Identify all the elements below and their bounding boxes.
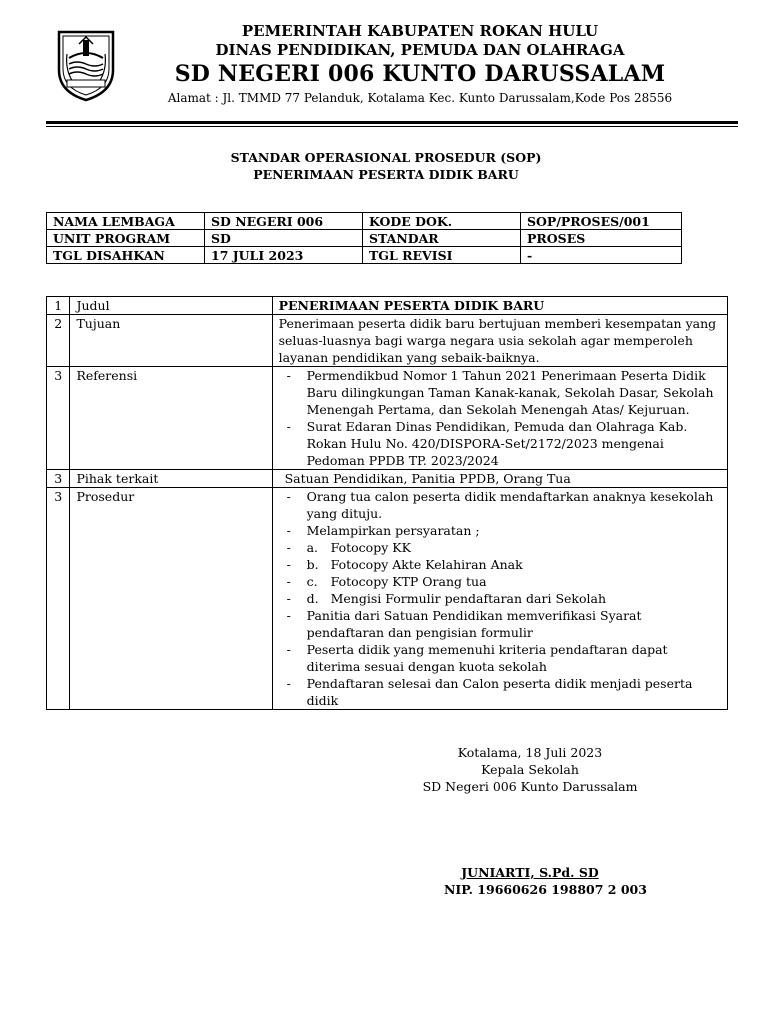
table-row (47, 367, 728, 470)
sub-item (279, 539, 721, 556)
list-item: - Surat Edaran Dinas Pendidikan, Pemuda dan Olahraga Kab. Rokan Hulu No. 420/DISPORA-Set/2172/2023 mengenai Pedoman PPDB TP. 2023/2024 (279, 418, 721, 469)
document-subtitle: PENERIMAAN PESERTA DIDIK BARU (253, 167, 519, 182)
info-label: STANDAR (363, 230, 521, 247)
row-number: 3 (47, 367, 70, 470)
info-label: KODE DOK. (363, 213, 521, 230)
table-row (47, 297, 728, 315)
list-item-text: Melampirkan persyaratan ; (306, 523, 480, 538)
sub-item (279, 556, 721, 573)
letterhead-rule-thin (46, 126, 738, 127)
row-label: Referensi (70, 367, 272, 470)
tujuan-value: Penerimaan peserta didik baru bertujuan memberi kesempatan yang seluas-luasnya bagi warga negara usia sekolah agar memperoleh layanan pendidikan yang sebaik-baiknya. (272, 315, 727, 367)
table-row (47, 230, 682, 247)
row-label: Prosedur (70, 488, 272, 710)
info-label: TGL REVISI (363, 247, 521, 264)
list-item: - Pendaftaran selesai dan Calon peserta didik menjadi peserta didik (279, 675, 721, 709)
info-label: UNIT PROGRAM (47, 230, 205, 247)
letterhead-rule-thick (46, 121, 738, 124)
signatory-name: JUNIARTI, S.Pd. SD (461, 865, 599, 880)
row-number: 1 (47, 297, 70, 315)
list-item: - Orang tua calon peserta didik mendaftarkan anaknya kesekolah yang dituju. (279, 488, 721, 522)
document-title: STANDAR OPERASIONAL PROSEDUR (SOP) (230, 150, 542, 165)
regency-logo (53, 24, 119, 102)
list-item: - Peserta didik yang memenuhi kriteria pendaftaran dapat diterima sesuai dengan kuota sekolah (279, 641, 721, 675)
sub-item (279, 590, 721, 607)
info-value: SD NEGERI 006 (205, 213, 363, 230)
table-row (47, 488, 728, 710)
row-number: 3 (47, 488, 70, 710)
list-item: - Permendikbud Nomor 1 Tahun 2021 Penerimaan Peserta Didik Baru dilingkungan Taman Kanak-kanak, Sekolah Dasar, Sekolah Menengah Pertama, dan Sekolah Menengah Atas/ Kejuruan. (279, 367, 721, 418)
sub-item-marker: - d. (306, 591, 319, 606)
table-row (47, 315, 728, 367)
row-number: 2 (47, 315, 70, 367)
sub-item-text: Fotocopy Akte Kelahiran Anak (330, 557, 523, 572)
sop-table (46, 296, 728, 710)
table-row (47, 247, 682, 264)
referensi-value (272, 367, 727, 470)
table-row (47, 213, 682, 230)
signature-school: SD Negeri 006 Kunto Darussalam (422, 779, 638, 794)
signature-role: Kepala Sekolah (481, 762, 579, 777)
school-address: Alamat : Jl. TMMD 77 Pelanduk, Kotalama Kec. Kunto Darussalam,Kode Pos 28556 (167, 91, 673, 105)
signature-place-date: Kotalama, 18 Juli 2023 (457, 745, 603, 760)
sub-item-marker: - b. (306, 557, 319, 572)
info-value: 17 JULI 2023 (205, 247, 363, 264)
government-name: PEMERINTAH KABUPATEN ROKAN HULU (241, 22, 599, 40)
info-value: SOP/PROSES/001 (521, 213, 682, 230)
sub-item-text: Fotocopy KTP Orang tua (330, 574, 487, 589)
list-item: - Panitia dari Satuan Pendidikan memverifikasi Syarat pendaftaran dan pengisian formulir (279, 607, 721, 641)
prosedur-value (272, 488, 727, 710)
department-name: DINAS PENDIDIKAN, PEMUDA DAN OLAHRAGA (215, 41, 625, 59)
sub-item (279, 573, 721, 590)
info-label: NAMA LEMBAGA (47, 213, 205, 230)
row-number: 3 (47, 470, 70, 488)
list-item (279, 522, 721, 607)
sub-item-marker: - a. (306, 540, 319, 555)
row-label: Pihak terkait (70, 470, 272, 488)
row-label: Tujuan (70, 315, 272, 367)
info-value: SD (205, 230, 363, 247)
sub-item-marker: - c. (306, 574, 318, 589)
school-name: SD NEGERI 006 KUNTO DARUSSALAM (174, 61, 666, 87)
info-value: - (521, 247, 682, 264)
signatory-nip: NIP. 19660626 198807 2 003 (444, 882, 647, 897)
sub-item-text: Mengisi Formulir pendaftaran dari Sekolah (330, 591, 606, 606)
table-row (47, 470, 728, 488)
row-label: Judul (70, 297, 272, 315)
judul-value: PENERIMAAN PESERTA DIDIK BARU (272, 297, 727, 315)
document-info-table (46, 212, 682, 264)
pihak-value: Satuan Pendidikan, Panitia PPDB, Orang Tua (272, 470, 727, 488)
info-label: TGL DISAHKAN (47, 247, 205, 264)
sub-item-text: Fotocopy KK (330, 540, 411, 555)
info-value: PROSES (521, 230, 682, 247)
